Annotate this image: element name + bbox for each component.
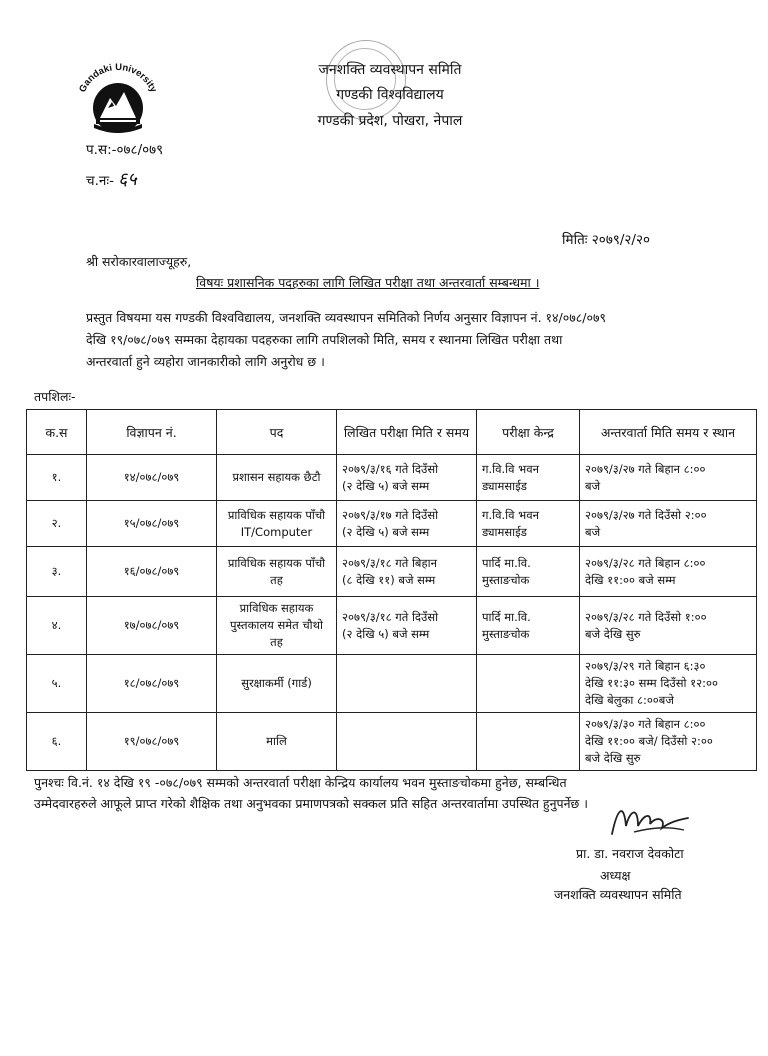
handwritten-signature [604, 796, 694, 846]
cell-exam-center-line: पार्दि मा.वि. [482, 555, 531, 570]
cell-interview-line: २०७९/३/२९ गते बिहान ६:३० [585, 659, 706, 673]
body-line-2: देखि १९/०७८/०७९ सम्मका देहायका पदहरुका लागि तपशिलको मिति, समय र स्थानमा लिखित परीक्षा तथा [86, 332, 563, 347]
cell-exam-date-line: २०७९/३/१६ गते दिउँसो [342, 461, 439, 476]
cell-interview-line: २०७९/३/२८ गते दिउँसो १:०० [585, 609, 707, 624]
cell-post-line: IT/Computer [240, 524, 313, 539]
cell-post-line: तह [270, 635, 283, 649]
cell-interview-line: २०७९/३/२७ गते दिउँसो २:०० [585, 507, 707, 522]
cell-exam-center [477, 597, 580, 655]
cell-interview-line: देखि बेलुका ८:००बजे [585, 693, 674, 707]
cell-post-line: पुस्तकालय समेत चौथो [230, 618, 323, 632]
cell-exam-date-line: (२ देखि ५) बजे सम्म [342, 524, 430, 539]
cell-exam-date-line: (८ देखि ११) बजे सम्म [342, 572, 436, 587]
cell-sn: ६. [27, 713, 87, 771]
table-row [27, 455, 757, 501]
university-logo [72, 62, 164, 142]
cell-interview [580, 655, 757, 713]
letter-date: मितिः २०७९/२/२० [562, 232, 651, 248]
table-header-row [27, 410, 757, 455]
cell-exam-center-line: पार्दि मा.वि. [482, 609, 531, 624]
signatory-committee: जनशक्ति व्यवस्थापन समिति [554, 887, 682, 902]
cell-post-line: तह [270, 572, 283, 587]
cell-exam-center-line: ग.वि.वि भवन [482, 507, 540, 522]
schedule-table [26, 409, 757, 771]
reference-number: प.स:-०७८/०७९ [86, 142, 164, 158]
header-org-line1: जनशक्ति व्यवस्थापन समिति [318, 62, 462, 78]
cell-exam-center-line: ड्यामसाईड [482, 524, 527, 539]
cell-exam-date-line: २०७९/३/१८ गते बिहान [342, 555, 437, 570]
signatory-name: प्रा. डा. नवराज देवकोटा [576, 846, 684, 861]
cell-sn: १. [27, 455, 87, 501]
letter-body [86, 307, 714, 373]
cell-interview-line: बजे [585, 478, 601, 493]
cell-exam-center [477, 655, 580, 713]
signatory-title: अध्यक्ष [600, 868, 631, 883]
details-label: तपशिलः- [34, 389, 76, 404]
cell-post [217, 597, 337, 655]
cell-exam-date-line: (२ देखि ५) बजे सम्म [342, 478, 430, 493]
cell-interview [580, 547, 757, 597]
header-org-line2: गण्डकी विश्वविद्यालय [336, 87, 444, 103]
col-header-exam-center: परीक्षा केन्द्र [477, 410, 580, 455]
cell-exam-center [477, 547, 580, 597]
table-row [27, 655, 757, 713]
cell-interview-line: २०७९/३/२७ गते बिहान ८:०० [585, 461, 706, 476]
cell-post-line: प्राविधिक सहायक [239, 601, 314, 615]
cell-ad-no: १९/०७८/०७९ [87, 713, 217, 771]
cell-interview-line: बजे देखि सुरु [585, 626, 641, 641]
col-header-ad-no: विज्ञापन नं. [87, 410, 217, 455]
cell-exam-center [477, 501, 580, 547]
salutation: श्री सरोकारवालाज्यूहरु, [86, 254, 192, 269]
cell-interview-line: देखि ११:३० सम्म दिउँसो १२:०० [585, 676, 718, 690]
cell-sn: ४. [27, 597, 87, 655]
table-row [27, 547, 757, 597]
body-line-1: प्रस्तुत विषयमा यस गण्डकी विश्वविद्यालय, जनशक्ति व्यवस्थापन समितिको निर्णय अनुसार विज्ञापन नं. १४/०७८/०७९ [86, 310, 606, 325]
table-row [27, 501, 757, 547]
cell-exam-date-line: २०७९/३/१७ गते दिउँसो [342, 507, 439, 522]
cell-sn: २. [27, 501, 87, 547]
cell-exam-center [477, 455, 580, 501]
cell-exam-date [337, 547, 477, 597]
col-header-post: पद [217, 410, 337, 455]
cell-exam-date-line: (२ देखि ५) बजे सम्म [342, 626, 430, 641]
cell-post [217, 455, 337, 501]
cell-sn: ३. [27, 547, 87, 597]
cell-exam-date [337, 455, 477, 501]
table-row [27, 713, 757, 771]
cell-interview [580, 597, 757, 655]
body-line-3: अन्तरवार्ता हुने व्यहोरा जानकारीको लागि अनुरोध छ । [86, 354, 325, 369]
cell-exam-date [337, 713, 477, 771]
cell-ad-no: १६/०७८/०७९ [87, 547, 217, 597]
cell-post-line: मालि [266, 734, 287, 748]
cell-exam-center-line: मुस्ताङचोक [482, 626, 530, 641]
cell-exam-center [477, 713, 580, 771]
cell-post [217, 547, 337, 597]
cell-post [217, 655, 337, 713]
cell-ad-no: १५/०७८/०७९ [87, 501, 217, 547]
cell-post-line: प्राविधिक सहायक पाँचौ [227, 507, 326, 522]
dispatch-number-handwritten: ६५ [117, 169, 137, 190]
cell-interview-line: २०७९/३/२८ गते बिहान ८:०० [585, 555, 706, 570]
cell-exam-date [337, 655, 477, 713]
cell-exam-center-line: मुस्ताङचोक [482, 572, 530, 587]
cell-post-line: सुरक्षाकर्मी (गार्ड) [241, 676, 312, 690]
cell-interview-line: बजे [585, 524, 601, 539]
cell-sn: ५. [27, 655, 87, 713]
header-org-line3: गण्डकी प्रदेश, पोखरा, नेपाल [317, 113, 463, 129]
cell-interview [580, 713, 757, 771]
cell-interview [580, 501, 757, 547]
cell-post [217, 501, 337, 547]
col-header-exam-date: लिखित परीक्षा मिति र समय [337, 410, 477, 455]
cell-exam-center-line: ग.वि.वि भवन [482, 461, 540, 476]
cell-post-line: प्रशासन सहायक छैटौ [232, 470, 321, 484]
dispatch-label: च.नः- [86, 173, 114, 189]
cell-interview-line: २०७९/३/३० गते बिहान ८:०० [585, 717, 706, 731]
cell-post-line: प्राविधिक सहायक पाँचौ [227, 555, 326, 570]
cell-exam-center-line: ड्यामसाईड [482, 478, 527, 493]
postscript-line-2: उम्मेदवारहरुले आफूले प्राप्त गरेको शैक्षिक तथा अनुभवका प्रमाणपत्रको सक्कल प्रति सहित अन्तरवार्तामा उपस्थित हुनुपर्नेछ । [34, 796, 589, 811]
university-logo-emblem [72, 62, 164, 142]
logo-text: Gandaki University [77, 62, 159, 95]
cell-post [217, 713, 337, 771]
cell-interview-line: देखि ११:०० बजे सम्म [585, 572, 676, 587]
cell-interview-line: बजे देखि सुरु [585, 751, 641, 765]
col-header-sn: क.स [27, 410, 87, 455]
cell-exam-date [337, 597, 477, 655]
cell-ad-no: १७/०७८/०७९ [87, 597, 217, 655]
cell-ad-no: १४/०७८/०७९ [87, 455, 217, 501]
cell-exam-date-line: २०७९/३/१८ गते दिउँसो [342, 609, 439, 624]
dispatch-number [86, 167, 137, 191]
cell-exam-date [337, 501, 477, 547]
letter-subject: विषयः प्रशासनिक पदहरुका लागि लिखित परीक्षा तथा अन्तरवार्ता सम्बन्धमा । [196, 275, 540, 290]
cell-ad-no: १८/०७८/०७९ [87, 655, 217, 713]
cell-interview [580, 455, 757, 501]
postscript-line-1: पुनश्चः वि.नं. १४ देखि १९ -०७८/०७९ सम्मको अन्तरवार्ता परीक्षा केन्द्रिय कार्यालय भवन मुस्ताङचोकमा हुनेछ, सम्बन्धित [34, 775, 567, 790]
cell-interview-line: देखि ११:०० बजे/ दिउँसो २:०० [585, 734, 713, 748]
table-row [27, 597, 757, 655]
col-header-interview: अन्तरवार्ता मिति समय र स्थान [580, 410, 757, 455]
